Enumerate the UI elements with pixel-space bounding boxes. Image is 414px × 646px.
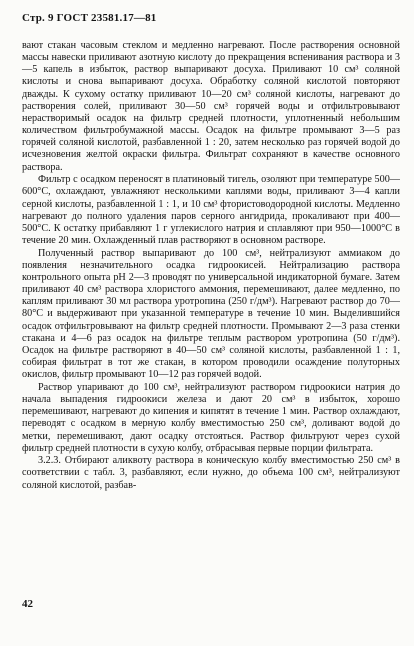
paragraph-4: Раствор упаривают до 100 см³, нейтрализуют раствором гидроокиси натрия до начала выпадения гидроокиси железа и дают 20 см³ в избыток, хорошо перемешивают, нагревают до кипения и кипятят в течение 1 мин. Раствор охлаждают, переводят с осадком в мерную колбу вместимостью 250 см³, доливают водой до метки, перемешивают, дают осадку отстояться. Раствор фильтруют через сухой фильтр средней плотности в сухую колбу, отбрасывая первые порции фильтрата. xyxy=(22,381,400,454)
paragraph-1: вают стакан часовым стеклом и медленно нагревают. После растворения основной массы навески приливают азотную кислоту до прекращения вспенивания раствора и 3—5 капель в избыток, раствор выпаривают досуха. Приливают 10 см³ соляной кислоты и снова выпаривают досуха. Обработку соляной кислотой повторяют дважды. К сухому остатку приливают 10—20 см³ соляной кислоты, нагревают до растворения солей, приливают 30—50 см³ горячей воды и отфильтровывают нерастворимый осадок на фильтр средней плотности, уплотненный небольшим количеством фильтробумажной массы. Осадок на фильтре промывают 3—5 раз горячей соляной кислотой, разбавленной 1 : 20, затем несколько раз горячей водой до исчезновения желтой окраски фильтра. Фильтрат сохраняют в качестве основного раствора. xyxy=(22,40,400,173)
paragraph-2: Фильтр с осадком переносят в платиновый тигель, озоляют при температуре 500—600°С, охлаждают, увлажняют несколькими каплями воды, приливают 3—4 капли серной кислоты, разбавленной 1 : 1, и 10 см³ фтористоводородной кислоты. Медленно нагревают до полного удаления паров серного ангидрида, прокаливают при 400—500°С. К остатку прибавляют 1 г углекислого натрия и сплавляют при 950—1000°С в течение 20 мин. Охлажденный плав растворяют в основном растворе. xyxy=(22,174,400,246)
page-header: Стр. 9 ГОСТ 23581.17—81 xyxy=(22,12,157,24)
paragraph-3: Полученный раствор выпаривают до 100 см³, нейтрализуют аммиаком до появления незначительного осадка гидроокисей. Нейтрализацию раствора контрольного опыта pH 2—3 проводят по универсальной индикаторной бумаге. Затем приливают 40 см³ раствора хлористого аммония, перемешивают, далее медленно, по каплям приливают 30 мл раствора уротропина (250 г/дм³). Нагревают раствор до 70—80°С и выдерживают при указанной температуре в течение 10 мин. Выделившийся осадок отфильтровывают на фильтр средней плотности. Промывают 2—3 раза стенки стакана и 4—6 раз осадок на фильтре теплым раствором уротропина (50 г/дм³). Осадок на фильтре растворяют в 40—50 см³ соляной кислоты, разбавленной 1 : 1, собирая фильтрат в тот же стакан, в котором проводили осаждение полуторных окислов, фильтр промывают 10—12 раз горячей водой. xyxy=(22,247,400,381)
paragraph-5: 3.2.3. Отбирают аликвоту раствора в коническую колбу вместимостью 250 см³ в соответствии с табл. 3, разбавляют, если нужно, до объема 100 см³, нейтрализуют соляной кислотой, разбав- xyxy=(22,455,400,491)
body-text xyxy=(22,40,400,492)
page-number: 42 xyxy=(22,598,33,610)
